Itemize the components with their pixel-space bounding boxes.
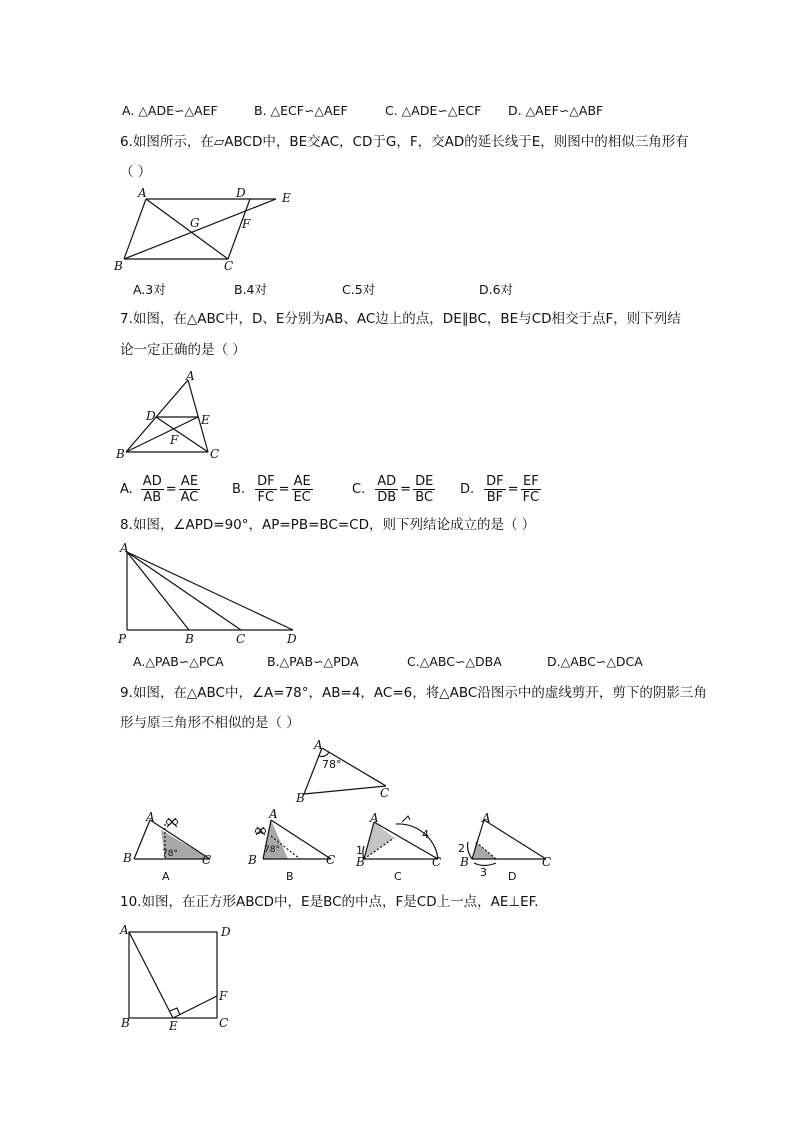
q9-b-angle: 78° <box>264 845 280 855</box>
q8-option-b: B.△PAB∽△PDA <box>267 654 359 669</box>
q10-label-c: C <box>219 1016 229 1030</box>
q9-original-triangle <box>290 738 400 806</box>
q9-c-label-b: B <box>356 855 365 869</box>
q9-b-label-a: A <box>269 807 278 821</box>
q7-option-d <box>460 474 541 505</box>
q7-c-equals: = <box>400 482 412 497</box>
q8-label-d: D <box>287 632 297 646</box>
q6-option-d: D.6对 <box>479 282 514 297</box>
q9-c-num-one: 1 <box>356 844 363 857</box>
q6-label-c: C <box>224 259 234 273</box>
q7-stem-line2: 论一定正确的是（ ） <box>120 342 246 358</box>
q8-option-d: D.△ABC∽△DCA <box>547 654 643 669</box>
q6-label-e: E <box>282 191 291 205</box>
q9-a-label-a: A <box>146 810 155 824</box>
q9-subfigure-a <box>118 810 218 882</box>
q6-label-a: A <box>138 186 147 200</box>
q10-square-figure <box>115 920 245 1035</box>
q9-subfigure-b <box>242 806 342 882</box>
q7-b-num1: DF <box>257 474 275 489</box>
q10-label-a: A <box>120 923 129 937</box>
q6-parallelogram-figure <box>110 182 310 277</box>
q6-label-d: D <box>236 186 246 200</box>
q5-option-b: B. △ECF∽△AEF <box>254 103 348 118</box>
q9-caption-a: A <box>162 870 170 883</box>
q7-a-den1: AB <box>143 490 162 505</box>
q9-subfigure-c <box>352 810 452 882</box>
q6-label-g: G <box>190 216 200 230</box>
q10-label-d: D <box>221 925 231 939</box>
q9-main-label-b: B <box>296 791 305 805</box>
q9-c-label-c: C <box>432 855 442 869</box>
q6-label-b: B <box>114 259 123 273</box>
q8-label-b: B <box>185 632 194 646</box>
q5-option-a: A. △ADE∽△AEF <box>122 103 218 118</box>
q8-option-c: C.△ABC∽△DBA <box>407 654 502 669</box>
q7-b-equals: = <box>278 482 290 497</box>
q7-c-den1: DB <box>377 490 397 505</box>
q7-d-den2: FC <box>522 490 540 505</box>
q9-d-label-b: B <box>460 855 469 869</box>
q9-d-label-c: C <box>542 855 552 869</box>
q7-label-d: D <box>146 409 156 423</box>
q8-right-triangle-figure <box>115 540 315 648</box>
q9-stem-line2: 形与原三角形不相似的是（ ） <box>120 715 300 731</box>
q7-d-den1: BF <box>486 490 504 505</box>
q9-main-angle: 78° <box>322 758 342 771</box>
q9-d-label-a: A <box>482 811 491 825</box>
q9-b-label-c: C <box>326 853 336 867</box>
q8-stem: 8.如图，∠APD=90°，AP=PB=BC=CD，则下列结论成立的是（ ） <box>120 517 536 533</box>
q9-d-num-two: 2 <box>458 842 465 855</box>
q8-label-a: A <box>120 541 129 555</box>
q7-a-den2: AC <box>180 490 199 505</box>
q7-triangle-figure <box>112 370 232 460</box>
q9-stem-line1: 9.如图，在△ABC中，∠A=78°，AB=4，AC=6，将△ABC沿图示中的虚线剪开，剪下的阴影三角 <box>120 685 707 701</box>
q9-caption-c: C <box>394 870 402 883</box>
q7-a-num1: AD <box>142 474 162 489</box>
q7-b-den1: FC <box>257 490 275 505</box>
q7-option-a <box>120 474 200 505</box>
q9-a-label-c: C <box>202 853 212 867</box>
q9-d-num-three: 3 <box>480 866 487 879</box>
q5-option-c: C. △ADE∽△ECF <box>385 103 482 118</box>
q7-option-b-letter: B. <box>232 482 246 497</box>
q10-stem: 10.如图，在正方形ABCD中，E是BC的中点，F是CD上一点，AE⊥EF. <box>120 894 539 910</box>
q7-a-num2: AE <box>180 474 199 489</box>
q7-c-num1: AD <box>377 474 397 489</box>
q9-main-label-c: C <box>380 786 390 800</box>
q7-label-b: B <box>116 447 125 461</box>
q7-c-den2: BC <box>415 490 434 505</box>
q9-b-label-b: B <box>248 853 257 867</box>
q7-b-den2: EC <box>293 490 311 505</box>
q7-label-e: E <box>201 413 210 427</box>
q9-a-label-b: B <box>123 851 132 865</box>
q9-a-angle: 78° <box>162 849 178 859</box>
q10-label-f: F <box>219 989 228 1003</box>
q9-c-num-four: 4 <box>422 828 429 841</box>
q6-option-b: B.4对 <box>234 282 268 297</box>
q7-d-num2: EF <box>522 474 539 489</box>
q10-label-e: E <box>169 1019 178 1033</box>
q7-option-d-letter: D. <box>460 482 475 497</box>
scissors-icon <box>402 816 410 822</box>
q7-stem-line1: 7.如图，在△ABC中，D、E分别为AB、AC边上的点，DE∥BC，BE与CD相交于点F，则下列结 <box>120 311 681 327</box>
q7-label-c: C <box>210 447 220 461</box>
scissors-icon <box>256 827 266 835</box>
q6-option-c: C.5对 <box>342 282 376 297</box>
q9-c-label-a: A <box>370 811 379 825</box>
q6-option-a: A.3对 <box>133 282 166 297</box>
q7-d-equals: = <box>507 482 519 497</box>
q6-label-f: F <box>242 217 251 231</box>
q7-c-num2: DE <box>415 474 434 489</box>
q6-stem: 6.如图所示，在▱ABCD中，BE交AC，CD于G，F，交AD的延长线于E，则图中的相似三角形有 <box>120 134 689 150</box>
q7-label-a: A <box>186 369 195 383</box>
q7-d-num1: DF <box>486 474 504 489</box>
q9-subfigure-d <box>458 810 558 882</box>
q7-option-b <box>232 474 313 505</box>
q10-label-b: B <box>121 1016 130 1030</box>
q7-b-num2: AE <box>293 474 311 489</box>
q8-label-p: P <box>118 632 127 646</box>
q7-option-c <box>352 474 435 505</box>
q7-option-c-letter: C. <box>352 482 366 497</box>
scissors-icon <box>167 818 178 827</box>
q9-main-label-a: A <box>314 738 323 752</box>
q5-option-d: D. △AEF∽△ABF <box>508 103 604 118</box>
q6-answer-paren: （ ） <box>120 164 152 180</box>
q9-caption-d: D <box>508 870 517 883</box>
q7-label-f: F <box>170 433 179 447</box>
q8-option-a: A.△PAB∽△PCA <box>133 654 224 669</box>
q7-a-equals: = <box>165 482 177 497</box>
q8-label-c: C <box>236 632 246 646</box>
q9-caption-b: B <box>286 870 294 883</box>
q7-option-a-letter: A. <box>120 482 133 497</box>
